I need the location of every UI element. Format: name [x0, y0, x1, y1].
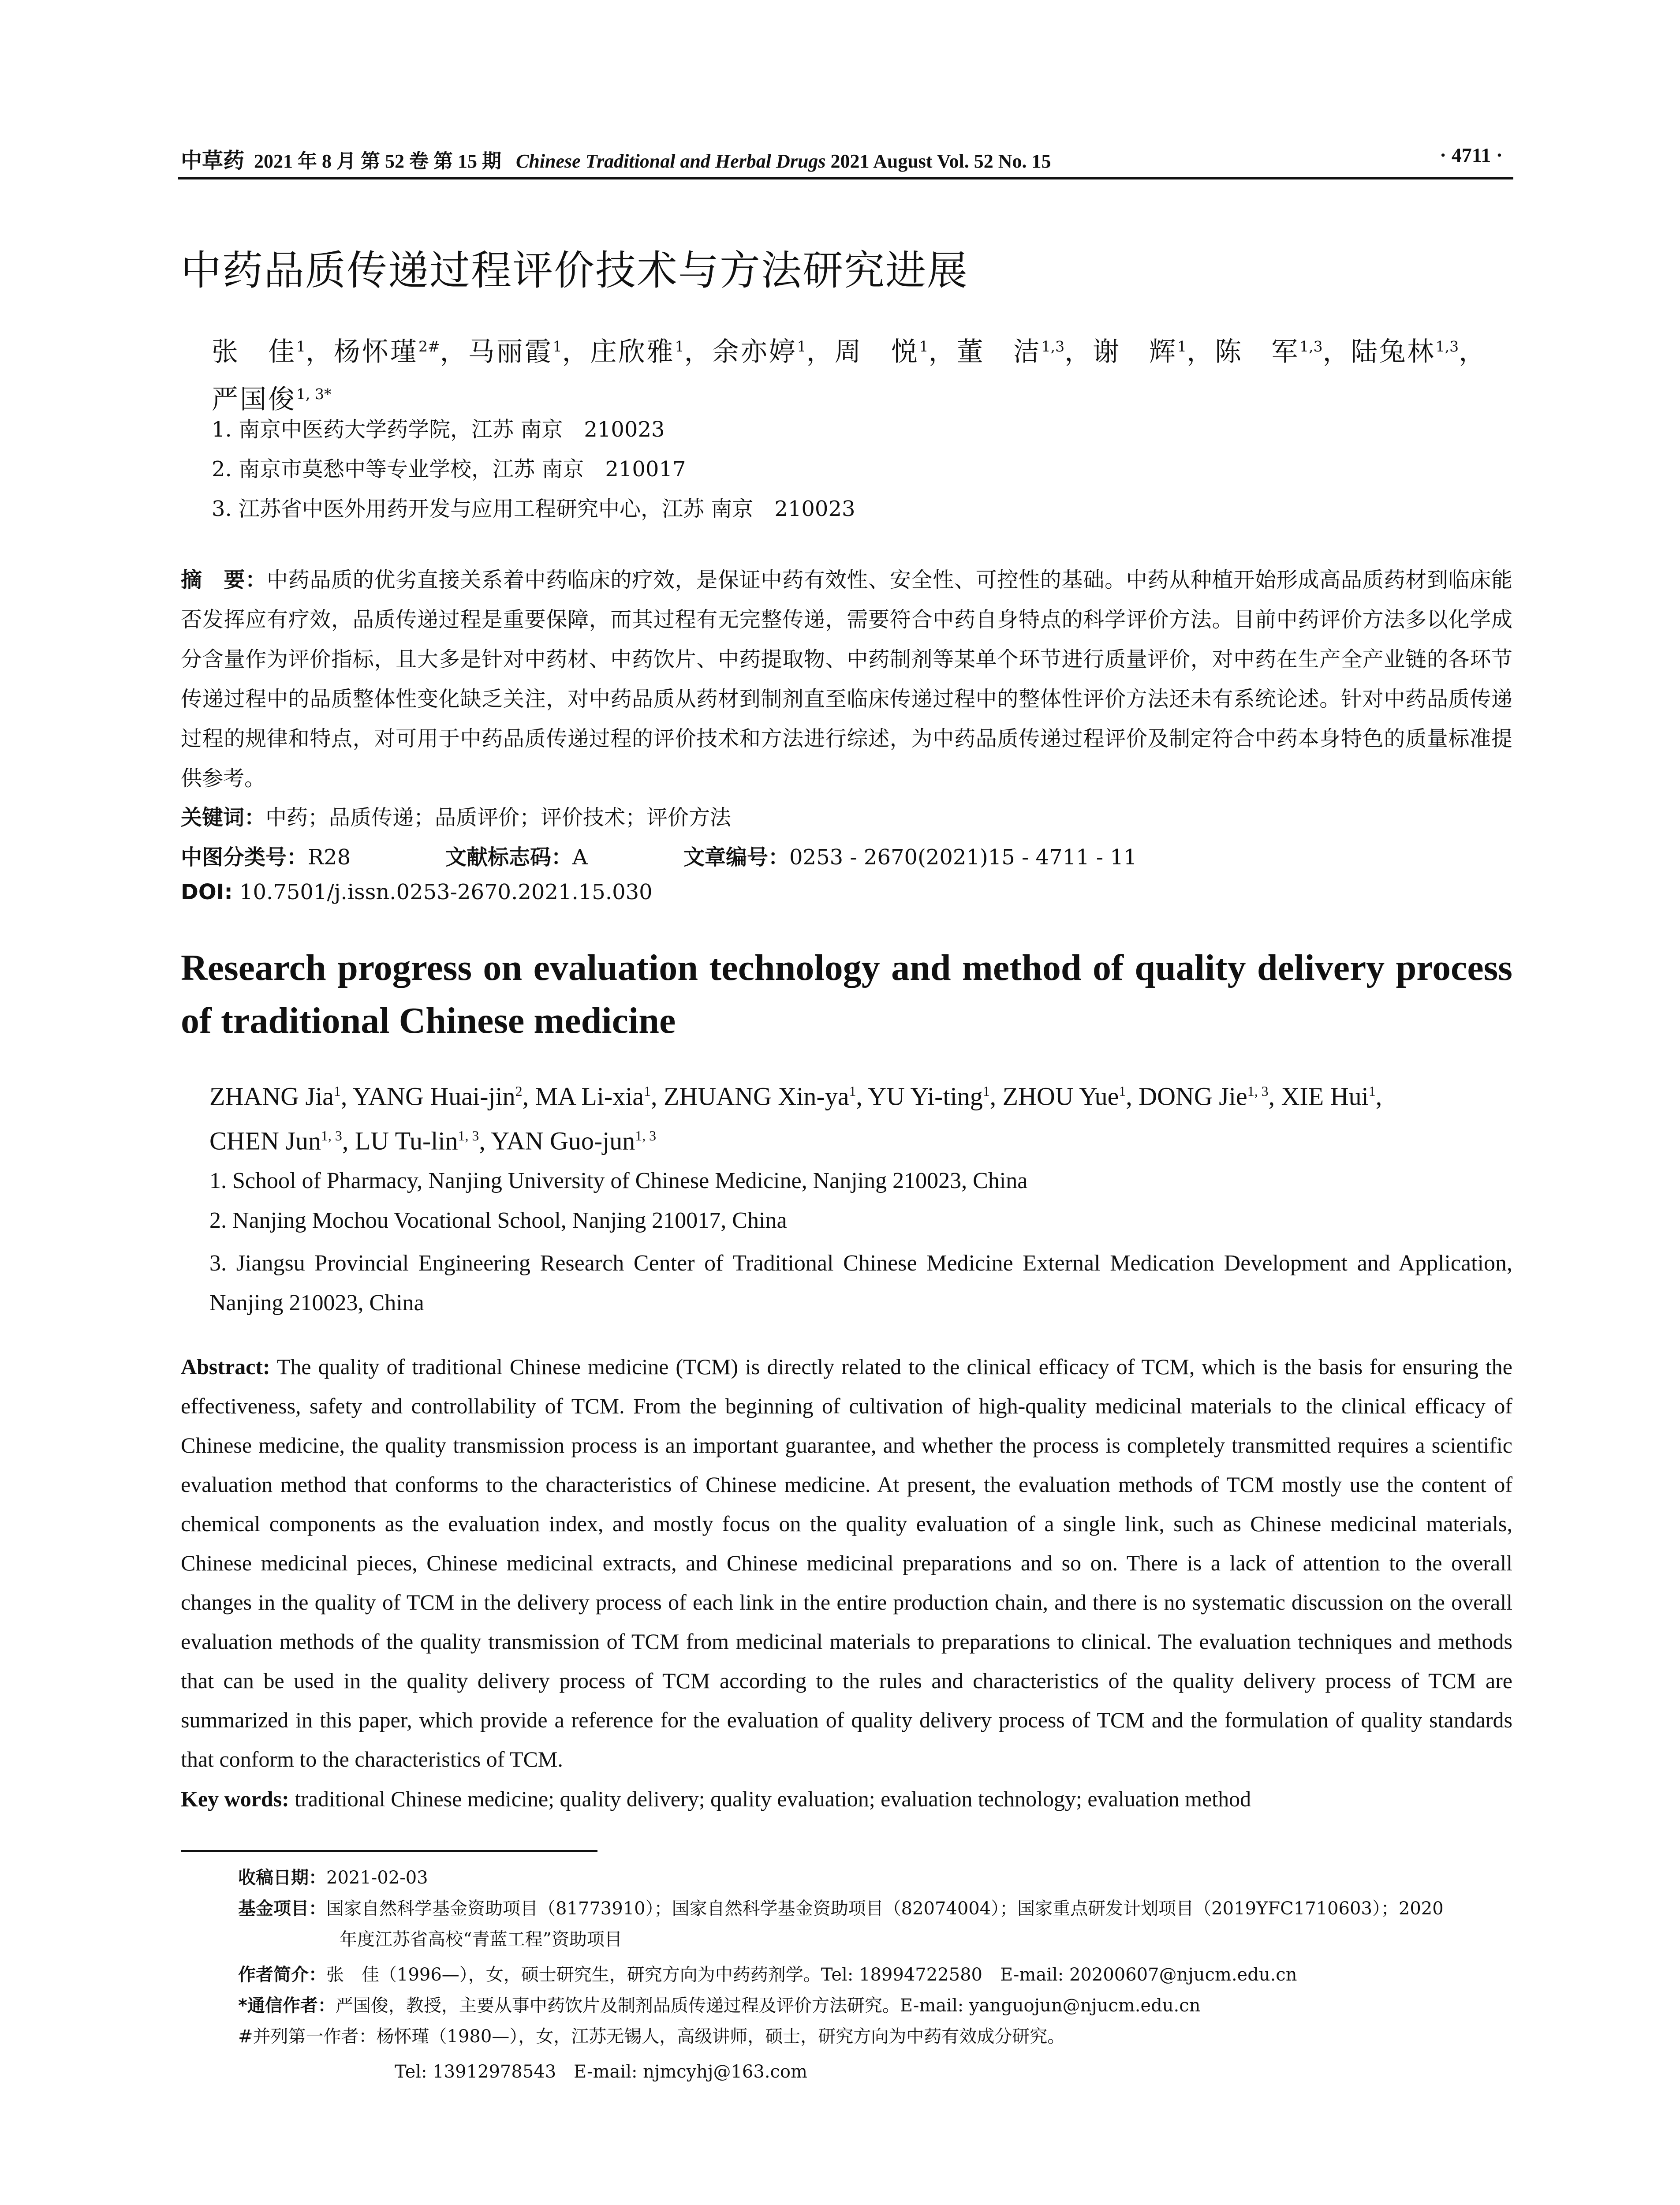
en-author-name: ZHANG Jia	[209, 1082, 334, 1111]
issue-cn: 2021 年 8 月 第 52 卷 第 15 期	[254, 150, 502, 172]
footnote-corresponding	[238, 1991, 1200, 2020]
doc-code-label: 文献标志码：	[445, 845, 573, 870]
cn-author-affil-mark: 2#	[418, 338, 440, 355]
footnote-fund	[238, 1894, 1444, 1923]
footnote-cofirst	[238, 2022, 1065, 2051]
keywords-en	[181, 1786, 1512, 1812]
keywords-cn-text: 中药；品质传递；品质评价；评价技术；评价方法	[265, 805, 732, 830]
cn-author-name: 谢 辉	[1093, 336, 1178, 367]
fund-line1: 国家自然科学基金资助项目（81773910）；国家自然科学基金资助项目（82074004）；国家重点研发计划项目（2019YFC1710603）；2020	[326, 1899, 1444, 1919]
bio-text: 张 佳（1996—），女，硕士研究生，研究方向为中药药剂学。Tel: 18994722580 E-mail: 20200607@njucm.edu.cn	[326, 1965, 1297, 1985]
article-no-line	[683, 840, 1137, 871]
cn-author-affil-mark: 1	[919, 338, 929, 355]
en-author-name: DONG Jie	[1139, 1082, 1247, 1111]
cn-author-name: 周 悦	[834, 336, 919, 367]
affiliation-en-3: 3. Jiangsu Provincial Engineering Research Center of Traditional Chinese Medicine External Medication Development and Application, Nanjing 210023, China	[209, 1251, 1512, 1316]
cn-author-affil-mark: 1,3	[1041, 338, 1065, 355]
doi-value: 10.7501/j.issn.0253-2670.2021.15.030	[239, 880, 653, 904]
en-author-affil-mark: 1, 3	[458, 1128, 479, 1144]
abstract-cn	[181, 560, 1512, 798]
cn-author-name: 余亦婷	[712, 336, 797, 367]
en-author-affil-mark: 1	[644, 1084, 651, 1099]
doi-line	[181, 880, 653, 904]
cofirst-line2: Tel: 13912978543 E-mail: njmcyhj@163.com	[395, 2062, 807, 2082]
en-author-name: YAN Guo-jun	[491, 1126, 635, 1155]
abstract-cn-label: 摘 要：	[181, 568, 267, 592]
received-label: 收稿日期：	[238, 1868, 326, 1888]
issue-en: 2021 August Vol. 52 No. 15	[830, 150, 1051, 172]
footnote-rule	[181, 1850, 597, 1852]
abstract-en-label: Abstract:	[181, 1354, 270, 1379]
en-author-affil-mark: 1, 3	[1247, 1084, 1269, 1099]
cn-author-name: 庄欣雅	[590, 336, 675, 367]
en-author-name: YANG Huai-jin	[352, 1082, 515, 1111]
running-header	[181, 143, 1504, 179]
cn-author-affil-mark: 1, 3*	[296, 385, 332, 403]
keywords-en-label: Key words:	[181, 1786, 289, 1811]
doi-label: DOI:	[181, 880, 233, 904]
corr-label: *通信作者：	[238, 1996, 336, 2016]
keywords-cn-label: 关键词：	[181, 805, 266, 830]
cn-author-affil-mark: 1	[1177, 338, 1187, 355]
received-value: 2021-02-03	[326, 1868, 428, 1888]
affiliation-cn-3: 3. 江苏省中医外用药开发与应用工程研究中心，江苏 南京 210023	[212, 497, 855, 521]
authors-cn	[212, 325, 1517, 421]
en-author-name: XIE Hui	[1281, 1082, 1369, 1111]
keywords-cn	[181, 800, 731, 831]
cofirst-label: #并列第一作者：	[238, 2026, 377, 2047]
abstract-en-text: The quality of traditional Chinese medicine (TCM) is directly related to the clinical efficacy of TCM, which is the basis for ensuring the effectiveness, safety and controllability of TCM. From the beginning of cultivation of high-quality medicinal materials to the clinical efficacy of Chinese medicine, the quality transmission process is an important guarantee, and whether the process is completely transmitted requires a scientific evaluation method that conforms to the characteristics of Chinese medicine. At present, the evaluation methods of TCM mostly use the content of chemical components as the evaluation index, and mostly focus on the quality evaluation of a single link, such as Chinese medicinal materials, Chinese medicinal pieces, Chinese medicinal extracts, and Chinese medicinal preparations and so on. There is a lack of attention to the overall changes in the quality of TCM in the delivery process of each link in the entire production chain, and there is no systematic discussion on the overall evaluation methods of the quality transmission of TCM from medicinal materials to preparations to clinical. The evaluation techniques and methods that can be used in the quality delivery process of TCM according to the rules and characteristics of the quality delivery process of TCM are summarized in this paper, which provide a reference for the evaluation of quality delivery process of TCM and the formulation of quality standards that conform to the characteristics of TCM.	[181, 1354, 1512, 1771]
en-author-affil-mark: 1	[1119, 1084, 1126, 1099]
footnote-bio	[238, 1960, 1297, 1989]
en-author-affil-mark: 1, 3	[635, 1128, 657, 1144]
affiliation-en-1: 1. School of Pharmacy, Nanjing University of Chinese Medicine, Nanjing 210023, China	[209, 1168, 1028, 1193]
en-author-name: LU Tu-lin	[355, 1126, 458, 1155]
en-author-affil-mark: 1	[849, 1084, 856, 1099]
en-author-affil-mark: 1	[982, 1084, 990, 1099]
cn-author-affil-mark: 1,3	[1435, 338, 1459, 355]
cn-author-name: 张 佳	[212, 336, 296, 367]
cn-author-name: 马丽霞	[468, 336, 553, 367]
journal-name-en: Chinese Traditional and Herbal Drugs	[516, 150, 826, 172]
authors-en	[209, 1072, 1515, 1161]
abstract-en	[181, 1347, 1512, 1779]
cn-author-name: 陆兔林	[1351, 336, 1436, 367]
cn-author-name: 陈 军	[1215, 336, 1300, 367]
article-no-label: 文章编号：	[683, 845, 790, 870]
cn-author-name: 严国俊	[212, 384, 296, 415]
cn-author-affil-mark: 1	[675, 338, 684, 355]
doc-code-value: A	[572, 845, 588, 870]
en-author-affil-mark: 1	[333, 1084, 341, 1099]
affiliation-cn-2: 2. 南京市莫愁中等专业学校，江苏 南京 210017	[212, 457, 686, 482]
authors-en-line2: CHEN Jun$^{1, 3}$, LU Tu-lin$^{1, 3}$, YAN Guo-jun$^{1, 3}$	[209, 1126, 657, 1155]
affiliation-en-2: 2. Nanjing Mochou Vocational School, Nanjing 210017, China	[209, 1208, 787, 1233]
en-author-affil-mark: 2	[515, 1084, 523, 1099]
cn-author-affil-mark: 1	[797, 338, 806, 355]
authors-cn-line1: 张 佳$^1$，杨怀瑾$^{2\#}$，马丽霞$^1$，庄欣雅$^1$，余亦婷$^1$，周 悦$^1$，董 洁$^{1,3}$，谢 辉$^1$，陈 军$^{1,3}$，陆兔林$^{1,3}$，	[212, 336, 1487, 367]
page-number: · 4711 ·	[1440, 144, 1503, 166]
doc-code-line	[445, 840, 588, 871]
authors-en-line1: ZHANG Jia$^1$, YANG Huai-jin$^2$, MA Li-xia$^1$, ZHUANG Xin-$ya^1$, YU Yi-ting$^1$, ZHOU Yue$^1$, DONG Jie$^{1, 3}$, XIE Hui$^1$,	[209, 1082, 1382, 1111]
en-author-name: CHEN Jun	[209, 1126, 321, 1155]
clc-value: R28	[308, 845, 351, 870]
cn-author-name: 董 洁	[956, 336, 1042, 367]
en-author-name: ZHOU Yue	[1002, 1082, 1119, 1111]
title-cn: 中药品质传递过程评价技术与方法研究进展	[181, 247, 969, 294]
cn-author-affil-mark: 1,3	[1299, 338, 1323, 355]
affiliation-cn-1: 1. 南京中医药大学药学院，江苏 南京 210023	[212, 417, 665, 442]
en-author-affil-mark: 1	[1368, 1084, 1376, 1099]
keywords-en-text: traditional Chinese medicine; quality delivery; quality evaluation; evaluation technology; evaluation method	[295, 1786, 1251, 1811]
cofirst-line1: 杨怀瑾（1980—），女，江苏无锡人，高级讲师，硕士，研究方向为中药有效成分研究。	[376, 2026, 1065, 2047]
title-en: Research progress on evaluation technology and method of quality delivery process of traditional Chinese medicine	[181, 947, 1512, 1041]
clc-label: 中图分类号：	[181, 845, 308, 870]
cn-author-name: 杨怀瑾	[334, 336, 418, 367]
cn-author-affil-mark: 1	[553, 338, 562, 355]
en-author-name: YU Yi-ting	[868, 1082, 983, 1111]
fund-line2: 年度江苏省高校“青蓝工程”资助项目	[340, 1929, 622, 1950]
fund-label: 基金项目：	[238, 1899, 326, 1919]
abstract-cn-text: 中药品质的优劣直接关系着中药临床的疗效，是保证中药有效性、安全性、可控性的基础。中药从种植开始形成高品质药材到临床能否发挥应有疗效，品质传递过程是重要保障，而其过程有无完整传递，需要符合中药自身特点的科学评价方法。目前中药评价方法多以化学成分含量作为评价指标，且大多是针对中药材、中药饮片、中药提取物、中药制剂等某单个环节进行质量评价，对中药在生产全产业链的各环节传递过程中的品质整体性变化缺乏关注，对中药品质从药材到制剂直至临床传递过程中的整体性评价方法还未有系统论述。针对中药品质传递过程的规律和特点，对可用于中药品质传递过程的评价技术和方法进行综述，为中药品质传递过程评价及制定符合中药本身特色的质量标准提供参考。	[181, 568, 1512, 791]
cn-author-affil-mark: 1	[296, 338, 306, 355]
header-rule	[178, 177, 1513, 179]
en-author-name: MA Li-xia	[535, 1082, 644, 1111]
en-author-name: ZHUANG Xin-ya	[664, 1082, 849, 1111]
clc-line	[181, 840, 351, 871]
corr-text: 严国俊，教授，主要从事中药饮片及制剂品质传递过程及评价方法研究。E-mail: yanguojun@njucm.edu.cn	[335, 1996, 1201, 2016]
article-no-value: 0253 - 2670(2021)15 - 4711 - 11	[789, 845, 1137, 870]
en-author-affil-mark: 1, 3	[321, 1128, 342, 1144]
bio-label: 作者简介：	[238, 1965, 326, 1985]
footnote-received	[238, 1863, 428, 1892]
journal-name-cn: 中草药	[181, 148, 245, 173]
